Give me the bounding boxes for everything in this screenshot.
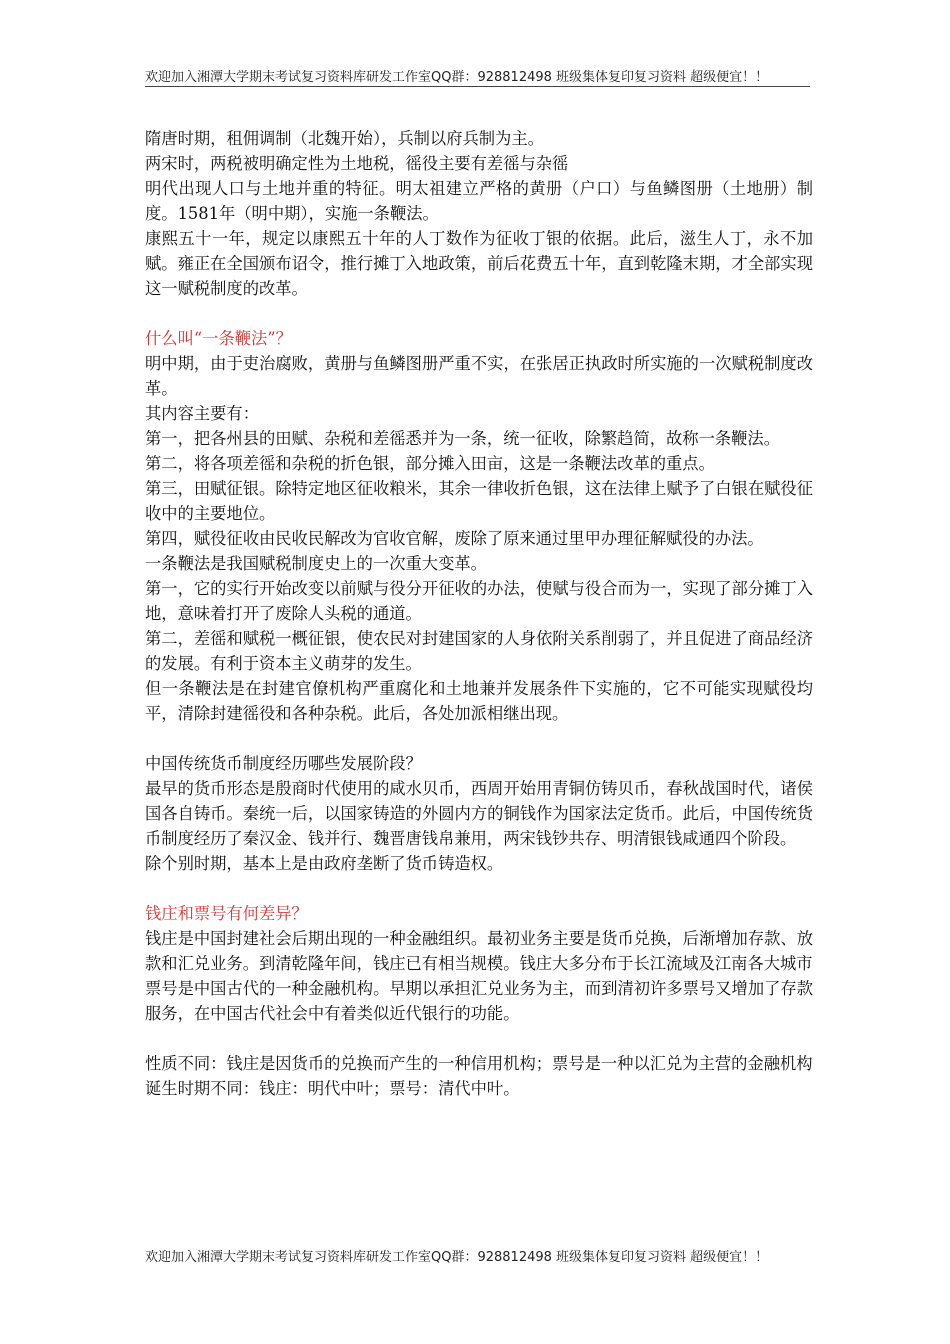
section-heading: 钱庄和票号有何差异？ — [145, 904, 308, 923]
paragraph: 第一，它的实行开始改变以前赋与役分开征收的办法，使赋与役合而为一，实现了部分摊丁入地，意味着打开了废除人头税的通道。 — [145, 579, 813, 623]
blank-line — [145, 726, 813, 751]
paragraph: 性质不同：钱庄是因货币的兑换而产生的一种信用机构；票号是一种以汇兑为主营的金融机构 — [145, 1054, 813, 1073]
document-body — [145, 126, 813, 1101]
section-heading: 什么叫“一条鞭法”？ — [145, 329, 292, 348]
section-heading: 中国传统货币制度经历哪些发展阶段？ — [145, 754, 422, 773]
paragraph: 但一条鞭法是在封建官僚机构严重腐化和土地兼并发展条件下实施的，它不可能实现赋役均平，清除封建徭役和各种杂税。此后，各处加派相继出现。 — [145, 679, 813, 723]
paragraph: 第一，把各州县的田赋、杂税和差徭悉并为一条，统一征收，除繁趋简，故称一条鞭法。 — [145, 429, 780, 448]
paragraph: 两宋时，两税被明确定性为土地税，徭役主要有差徭与杂徭 — [145, 154, 569, 173]
paragraph: 票号是中国古代的一种金融机构。早期以承担汇兑业务为主，而到清初许多票号又增加了存款服务，在中国古代社会中有着类似近代银行的功能。 — [145, 979, 813, 1023]
blank-line — [145, 301, 813, 326]
paragraph: 除个别时期，基本上是由政府垄断了货币铸造权。 — [145, 854, 504, 873]
paragraph: 第三，田赋征银。除特定地区征收粮米，其余一律收折色银，这在法律上赋予了白银在赋役征收中的主要地位。 — [145, 479, 813, 523]
paragraph: 第二，将各项差徭和杂税的折色银，部分摊入田亩，这是一条鞭法改革的重点。 — [145, 454, 715, 473]
page-header: 欢迎加入湘潭大学期末考试复习资料库研发工作室QQ群：928812498 班级集体复印复习资料 超级便宜！！ — [145, 66, 810, 87]
paragraph: 明中期，由于吏治腐败，黄册与鱼鳞图册严重不实，在张居正执政时所实施的一次赋税制度改革。 — [145, 354, 813, 398]
blank-line — [145, 876, 813, 901]
paragraph: 第四，赋役征收由民收民解改为官收官解，废除了原来通过里甲办理征解赋役的办法。 — [145, 529, 764, 548]
paragraph: 一条鞭法是我国赋税制度史上的一次重大变革。 — [145, 554, 487, 573]
page-footer: 欢迎加入湘潭大学期末考试复习资料库研发工作室QQ群：928812498 班级集体复印复习资料 超级便宜！！ — [145, 1250, 769, 1265]
paragraph: 隋唐时期，租佣调制（北魏开始），兵制以府兵制为主。 — [145, 129, 544, 148]
paragraph: 钱庄是中国封建社会后期出现的一种金融组织。最初业务主要是货币兑换，后渐增加存款、放款和汇兑业务。到清乾隆年间，钱庄已有相当规模。钱庄大多分布于长江流域及江南各大城市 — [145, 929, 813, 973]
paragraph: 最早的货币形态是殷商时代使用的咸水贝币，西周开始用青铜仿铸贝币，春秋战国时代，诸侯国各自铸币。秦统一后，以国家铸造的外圆内方的铜钱作为国家法定货币。此后，中国传统货币制度经历了秦汉金、钱并行、魏晋唐钱帛兼用，两宋钱钞共存、明清银钱咸通四个阶段。 — [145, 779, 813, 848]
paragraph: 第二，差徭和赋税一概征银，使农民对封建国家的人身依附关系削弱了，并且促进了商品经济的发展。有利于资本主义萌芽的发生。 — [145, 629, 813, 673]
paragraph: 明代出现人口与土地并重的特征。明太祖建立严格的黄册（户口）与鱼鳞图册（土地册）制度。1581年（明中期），实施一条鞭法。 — [145, 179, 813, 223]
paragraph: 诞生时期不同：钱庄：明代中叶；票号：清代中叶。 — [145, 1079, 520, 1098]
blank-line — [145, 1026, 813, 1051]
paragraph: 康熙五十一年，规定以康熙五十年的人丁数作为征收丁银的依据。此后，滋生人丁，永不加赋。雍正在全国颁布诏令，推行摊丁入地政策，前后花费五十年，直到乾隆末期，才全部实现这一赋税制度的改革。 — [145, 229, 813, 298]
paragraph: 其内容主要有： — [145, 404, 259, 423]
